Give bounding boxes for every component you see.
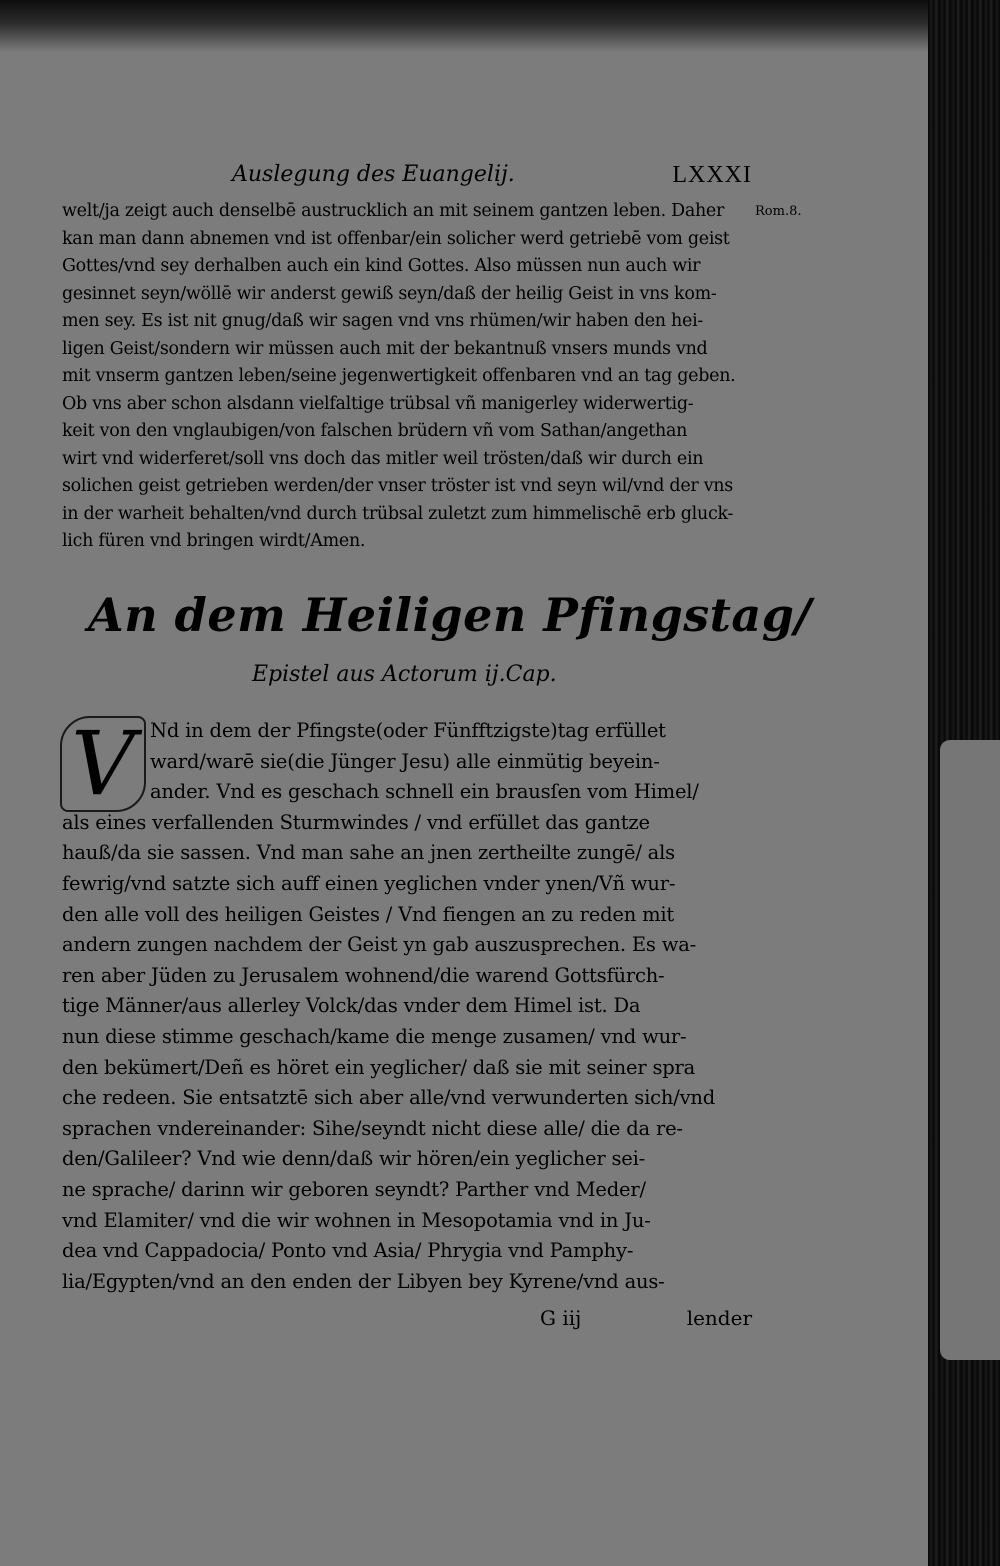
folio-number: LXXXI	[672, 162, 752, 188]
text-line: ander. Vnd es geschach schnell ein brausſen vom Himel/	[150, 780, 699, 804]
epistle-text	[62, 716, 752, 1297]
text-line: den/Galileer? Vnd wie denn/daß wir hören/ein yeglicher sei-	[62, 1147, 646, 1171]
text-line: den bekümert/Deñ es höret ein yeglicher/ daß sie mit seiner spra	[62, 1055, 696, 1079]
text-line: tige Männer/aus allerley Volck/das vnder dem Himel ist. Da	[62, 994, 641, 1018]
text-line: men sey. Es ist nit gnug/daß wir sagen vnd vns rhümen/wir haben den hei-	[62, 311, 703, 331]
section-heading: An dem Heiligen Pfingstag/	[88, 588, 812, 642]
text-line: ren aber Jüden zu Jerusalem wohnend/die warend Gottsfürch-	[62, 963, 665, 987]
text-line: kan man dann abnemen vnd ist offenbar/ein solicher werd getriebē vom geist	[62, 228, 730, 249]
text-line: Ob vns aber schon alsdann vielfaltige trübsal vñ manigerley widerwertig-	[62, 393, 694, 414]
text-line: keit von den vnglaubigen/von falschen brüdern vñ vom Sathan/angethan	[62, 421, 688, 441]
text-line: nun diese stimme geschach/kame die menge zusamen/ vnd wur-	[62, 1024, 687, 1048]
text-line: che redeen. Sie entsatztē sich aber alle/vnd verwunderten sich/vnd	[62, 1086, 716, 1110]
text-line: gesinnet seyn/wöllē wir anderst gewiß seyn/daß der heilig Geist in vns kom-	[62, 283, 717, 304]
text-line: dea vnd Cappadocia/ Ponto vnd Asia/ Phrygia vnd Pamphy-	[62, 1239, 634, 1263]
text-line: ligen Geist/sondern wir müssen auch mit der bekantnuß vnsers munds vnd	[62, 338, 708, 359]
adjacent-page-edge	[940, 740, 1000, 1360]
margin-note: Rom.8.	[755, 204, 802, 219]
text-line: welt/ja zeigt auch denselbē austrucklich an mit seinem gantzen leben. Daher	[62, 201, 725, 221]
text-line: ward/warē sie(die Jünger Jesu) alle einmütig beyein-	[150, 749, 660, 773]
text-line: wirt vnd widerferet/soll vns doch das mitler weil trösten/daß wir durch ein	[62, 448, 704, 469]
text-line: ne sprache/ darinn wir geboren seyndt? Parther vnd Meder/	[62, 1177, 646, 1201]
text-line: fewrig/vnd satzte sich auff einen yeglichen vnder ynen/Vñ wur-	[62, 871, 676, 895]
section-subheading: Epistel aus Actorum ij.Cap.	[252, 662, 557, 687]
text-line: hauß/da sie sassen. Vnd man sahe an jnen zertheilte zungē/ als	[62, 841, 675, 865]
text-line: sprachen vndereinander: Sihe/seyndt nicht diese alle/ die da re-	[62, 1116, 683, 1140]
page-footer	[62, 1306, 752, 1336]
text-line: lich füren vnd bringen wirdt/Amen.	[62, 531, 366, 551]
sermon-conclusion	[62, 198, 752, 556]
text-line: Nd in dem der Pfingste(oder Fünfftzigste)tag erfüllet	[150, 719, 666, 742]
running-head	[232, 162, 752, 198]
text-line: vnd Elamiter/ vnd die wir wohnen in Mesopotamia vnd in Ju-	[62, 1208, 651, 1232]
text-line: andern zungen nachdem der Geist yn gab auszusprechen. Es wa-	[62, 933, 697, 957]
text-line: den alle voll des heiligen Geistes / Vnd fiengen an zu reden mit	[62, 902, 675, 926]
running-title: Auslegung des Euangelij.	[232, 162, 515, 187]
text-line: in der warheit behalten/vnd durch trübsal zuletzt zum himmelischē erb gluck-	[62, 503, 734, 524]
text-line: als eines verfallenden Sturmwindes / vnd erfüllet das gantze	[62, 810, 650, 834]
text-line: mit vnserm gantzen leben/seine jegenwertigkeit offenbaren vnd an tag geben.	[62, 366, 736, 386]
text-line: solichen geist getrieben werden/der vnser tröster ist vnd seyn wil/vnd der vns	[62, 476, 733, 496]
text-line: Gottes/vnd sey derhalben auch ein kind Gottes. Also müssen nun auch wir	[62, 256, 701, 276]
catchword: lender	[686, 1306, 752, 1330]
text-line: lia/Egypten/vnd an den enden der Libyen bey Kyrene/vnd aus-	[62, 1269, 665, 1293]
decorated-initial: V	[60, 716, 146, 812]
page-top-shadow	[0, 0, 928, 52]
signature-mark: G iij	[540, 1306, 582, 1330]
